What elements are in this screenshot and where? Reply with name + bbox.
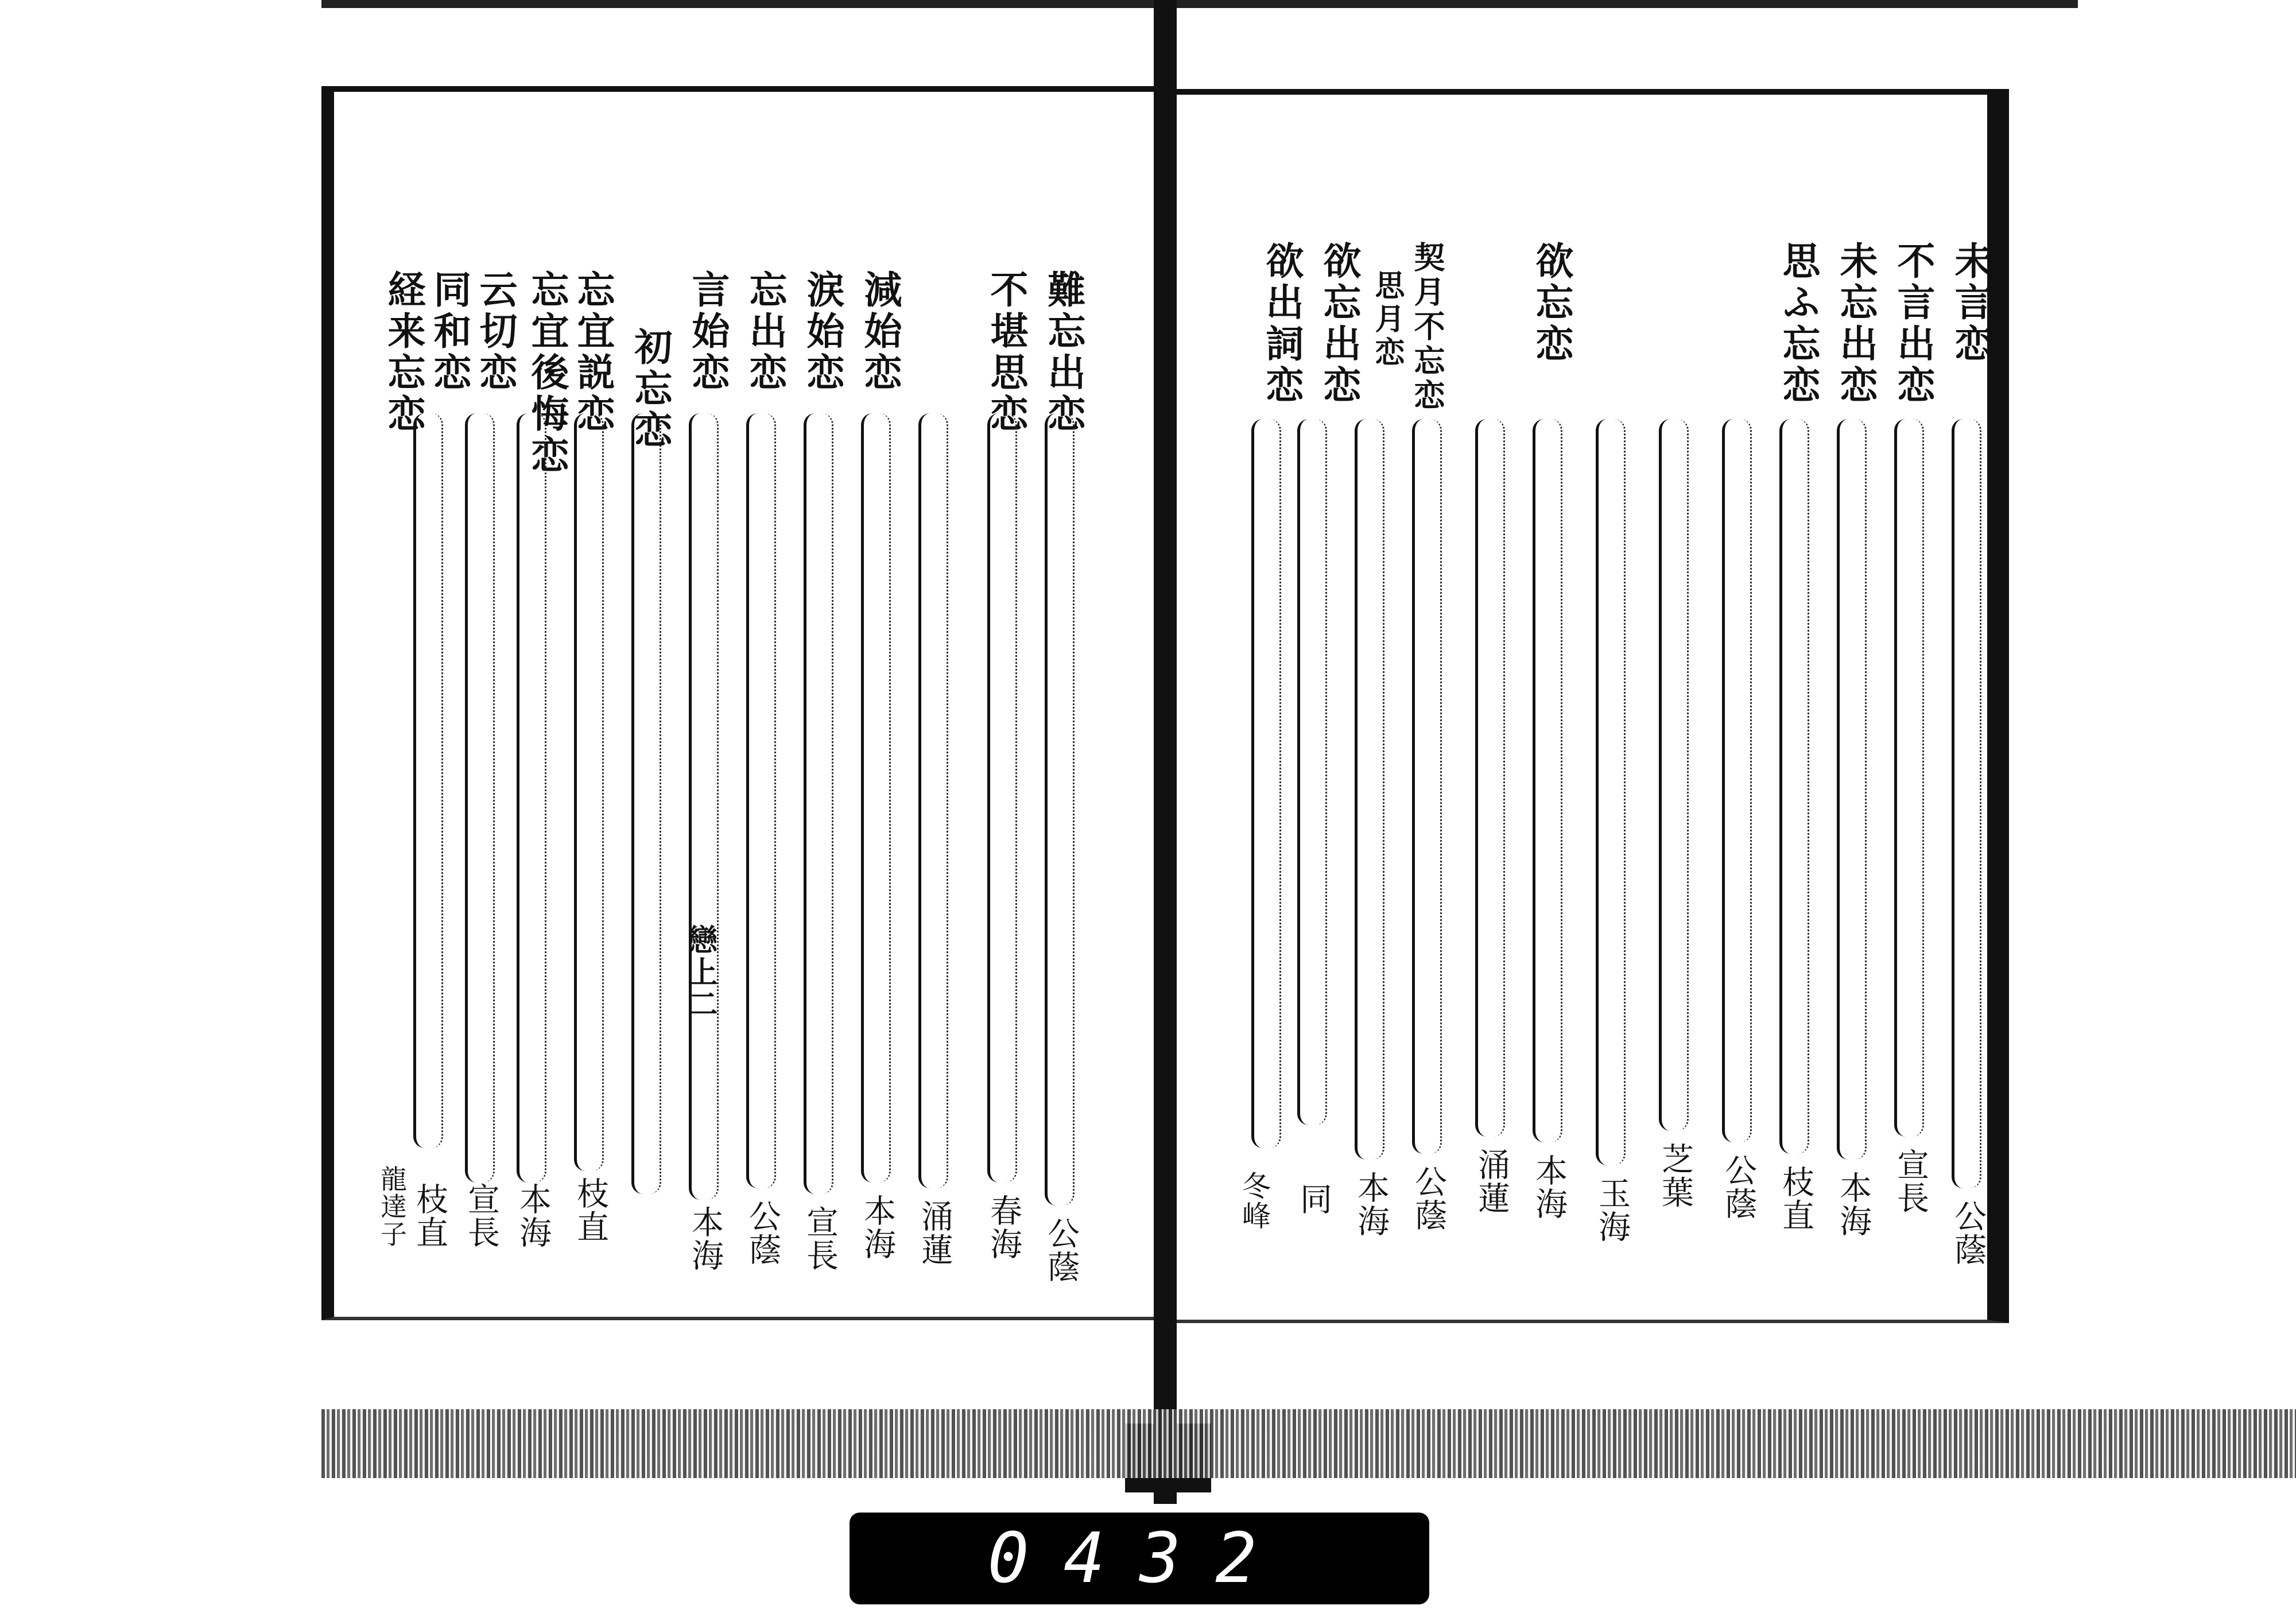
right-author-7: 玉海 — [1593, 1177, 1631, 1243]
left-title-11: 同和恋 — [427, 270, 472, 394]
right-title-6: 契月不忘恋 — [1409, 241, 1446, 413]
right-author-6: 芝葉 — [1657, 1142, 1694, 1209]
verse-line — [1659, 419, 1689, 1131]
right-title-5: 欲忘恋 — [1529, 241, 1574, 365]
left-title-10: 云切恋 — [473, 270, 518, 394]
right-author-11: 本海 — [1352, 1171, 1390, 1238]
right-author-5: 公蔭 — [1720, 1154, 1757, 1220]
verse-line — [804, 413, 833, 1194]
verse-line — [861, 413, 891, 1182]
verse-line — [517, 413, 546, 1182]
verse-line — [987, 413, 1017, 1182]
verse-line — [689, 413, 719, 1200]
verse-line — [1722, 419, 1752, 1142]
left-title-1: 難忘出恋 — [1041, 270, 1086, 435]
right-title-1: 未言恋 — [1948, 241, 1993, 365]
verse-line — [574, 413, 604, 1171]
left-author-1: 公蔭 — [1042, 1217, 1080, 1283]
verse-line — [1779, 419, 1809, 1154]
left-author-12: 龍達子 — [377, 1165, 408, 1248]
right-author-10: 公蔭 — [1410, 1165, 1447, 1232]
left-title-6: 言始恋 — [685, 270, 730, 394]
right-title-4: 思ふ忘恋 — [1776, 241, 1821, 406]
right-title-3: 未忘出恋 — [1833, 241, 1878, 406]
right-author-1: 公蔭 — [1949, 1200, 1987, 1266]
left-author-11: 枝直 — [411, 1182, 448, 1249]
right-author-4: 枝直 — [1777, 1165, 1814, 1232]
left-author-8: 枝直 — [572, 1177, 609, 1243]
right-title-7: 思月恋 — [1370, 270, 1405, 370]
left-author-9: 本海 — [514, 1182, 552, 1249]
verse-line — [1045, 413, 1075, 1205]
verse-line — [1475, 419, 1505, 1137]
left-title-8: 忘宜説恋 — [571, 270, 615, 435]
right-author-13: 冬峰 — [1238, 1171, 1271, 1231]
verse-line — [1251, 419, 1281, 1148]
book-gutter — [1154, 0, 1177, 1504]
verse-line — [631, 413, 661, 1194]
right-title-9: 欲出詞恋 — [1259, 241, 1304, 406]
left-title-2: 不堪思恋 — [984, 270, 1029, 435]
left-author-6: 公蔭 — [744, 1200, 781, 1266]
right-author-12: 同 — [1295, 1182, 1332, 1216]
verse-line — [1837, 419, 1867, 1160]
left-title-4: 涙始恋 — [800, 270, 845, 394]
verse-line — [1297, 419, 1327, 1125]
left-title-12: 経来忘恋 — [381, 270, 426, 435]
left-title-9: 忘宜後悔恋 — [525, 270, 569, 476]
scan-edge-top — [321, 0, 2078, 8]
left-author-7: 本海 — [687, 1205, 724, 1272]
left-author-10: 宣長 — [463, 1182, 500, 1249]
verse-line — [1355, 419, 1384, 1160]
verse-line — [746, 413, 776, 1188]
verse-line — [918, 413, 948, 1188]
left-title-7: 初忘恋 — [628, 327, 673, 451]
left-author-3: 涌蓮 — [916, 1200, 953, 1266]
right-title-2: 不言出恋 — [1891, 241, 1936, 406]
left-title-5: 忘出恋 — [743, 270, 788, 394]
verse-line — [1533, 419, 1562, 1142]
frame-number: 0432 — [850, 1513, 1429, 1604]
verse-line — [1412, 419, 1442, 1154]
left-author-5: 宣長 — [801, 1205, 839, 1272]
right-author-9: 涌蓮 — [1473, 1148, 1510, 1215]
left-author-2: 春海 — [985, 1194, 1022, 1261]
verse-line — [413, 413, 443, 1148]
left-author-4: 本海 — [859, 1194, 896, 1261]
right-author-8: 本海 — [1530, 1154, 1568, 1220]
verse-line — [465, 413, 495, 1182]
right-author-3: 本海 — [1835, 1171, 1872, 1238]
verse-line — [1596, 419, 1626, 1165]
right-title-8: 欲忘出恋 — [1317, 241, 1362, 406]
verse-line — [1894, 419, 1924, 1137]
left-title-3: 減始恋 — [858, 270, 902, 394]
right-author-2: 宣長 — [1892, 1148, 1929, 1215]
verse-line — [1952, 419, 1981, 1188]
scan-edge-bottom — [321, 1409, 2296, 1478]
folio: 戀上二 — [682, 924, 718, 1021]
